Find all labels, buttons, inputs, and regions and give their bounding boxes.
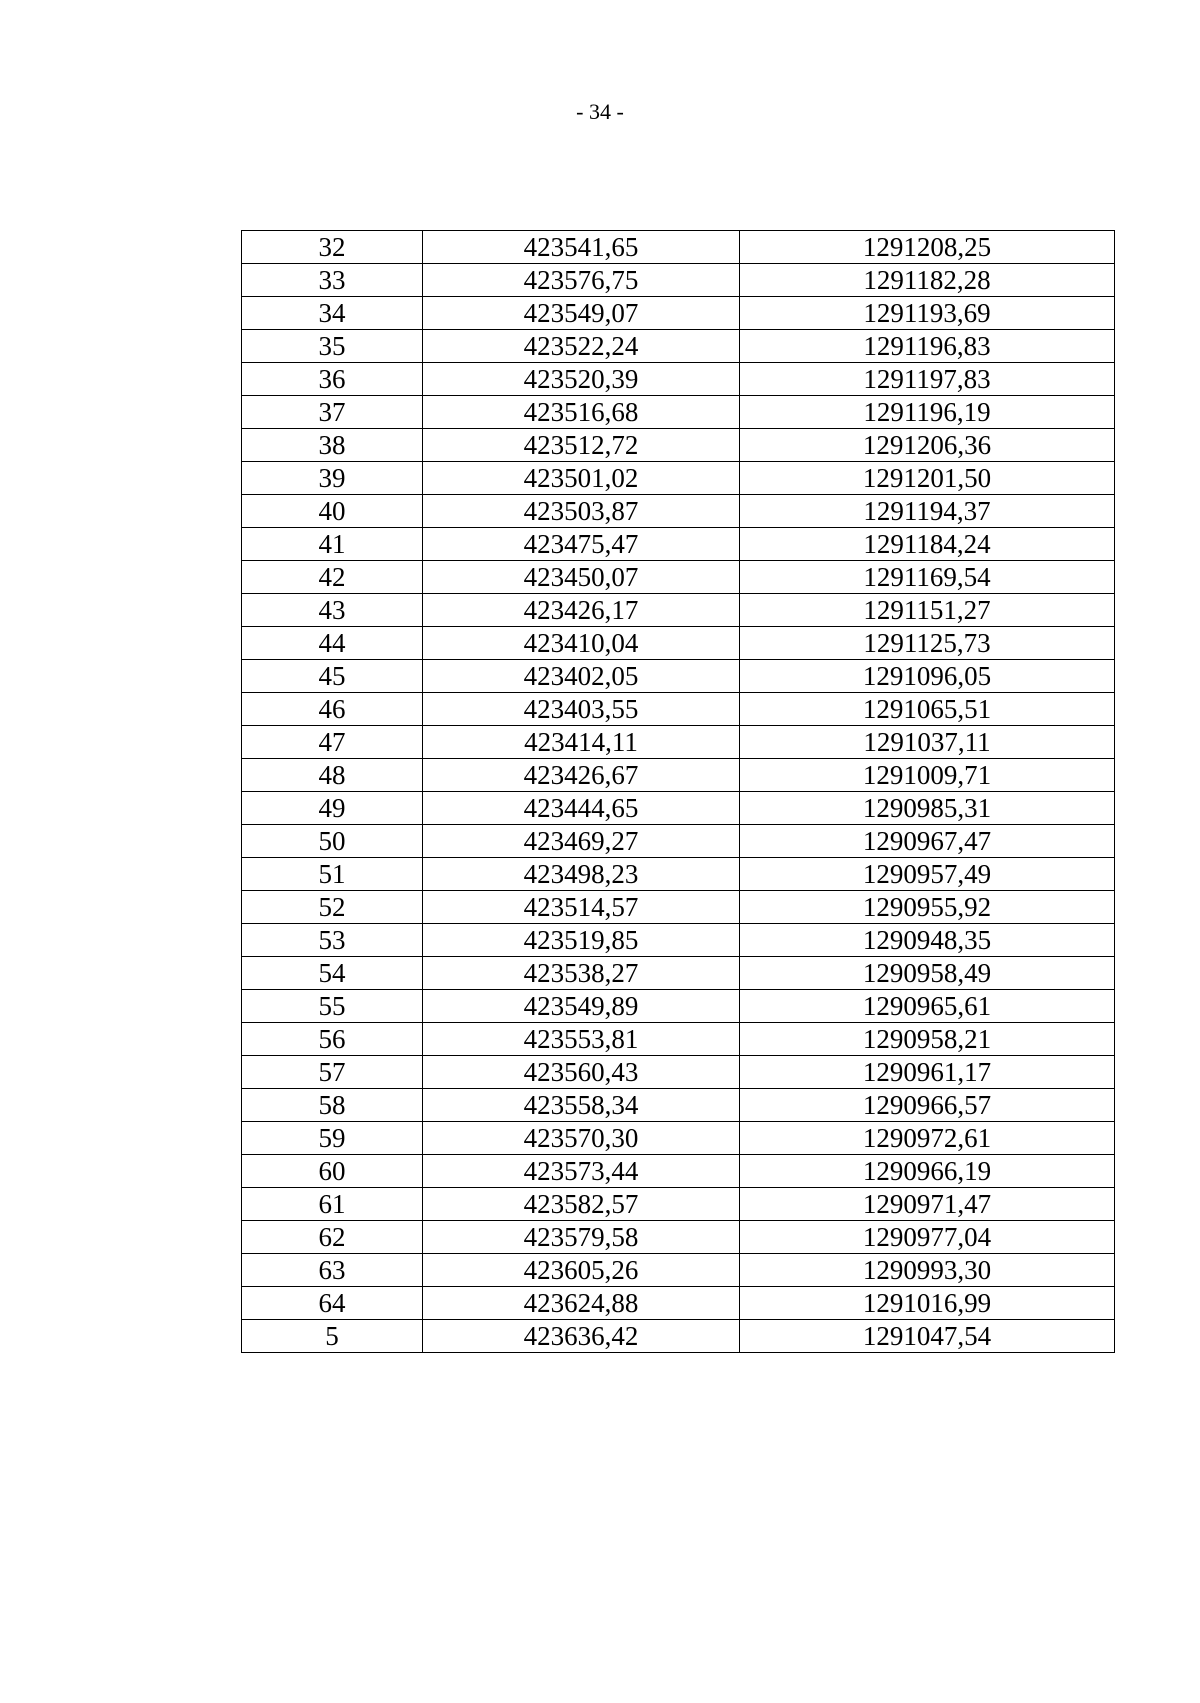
table-row (242, 693, 1115, 726)
point-number-cell: 41 (242, 528, 423, 561)
point-number-cell: 37 (242, 396, 423, 429)
x-coordinate-cell: 423573,44 (423, 1155, 740, 1188)
y-coordinate-cell: 1291184,24 (740, 528, 1115, 561)
point-number-cell: 58 (242, 1089, 423, 1122)
table-row (242, 363, 1115, 396)
table-row (242, 495, 1115, 528)
x-coordinate-cell: 423553,81 (423, 1023, 740, 1056)
table-row (242, 957, 1115, 990)
y-coordinate-cell: 1291201,50 (740, 462, 1115, 495)
point-number-cell: 38 (242, 429, 423, 462)
y-coordinate-cell: 1291125,73 (740, 627, 1115, 660)
table-row (242, 264, 1115, 297)
x-coordinate-cell: 423410,04 (423, 627, 740, 660)
x-coordinate-cell: 423475,47 (423, 528, 740, 561)
point-number-cell: 33 (242, 264, 423, 297)
table-row (242, 561, 1115, 594)
point-number-cell: 59 (242, 1122, 423, 1155)
x-coordinate-cell: 423444,65 (423, 792, 740, 825)
x-coordinate-cell: 423414,11 (423, 726, 740, 759)
x-coordinate-cell: 423624,88 (423, 1287, 740, 1320)
table-row (242, 528, 1115, 561)
x-coordinate-cell: 423576,75 (423, 264, 740, 297)
table-row (242, 1056, 1115, 1089)
x-coordinate-cell: 423582,57 (423, 1188, 740, 1221)
y-coordinate-cell: 1291182,28 (740, 264, 1115, 297)
table-row (242, 1320, 1115, 1353)
x-coordinate-cell: 423605,26 (423, 1254, 740, 1287)
table-row (242, 1287, 1115, 1320)
x-coordinate-cell: 423558,34 (423, 1089, 740, 1122)
x-coordinate-cell: 423549,07 (423, 297, 740, 330)
point-number-cell: 61 (242, 1188, 423, 1221)
point-number-cell: 50 (242, 825, 423, 858)
table-row (242, 1089, 1115, 1122)
y-coordinate-cell: 1291193,69 (740, 297, 1115, 330)
point-number-cell: 44 (242, 627, 423, 660)
x-coordinate-cell: 423498,23 (423, 858, 740, 891)
table-row (242, 429, 1115, 462)
x-coordinate-cell: 423512,72 (423, 429, 740, 462)
x-coordinate-cell: 423549,89 (423, 990, 740, 1023)
point-number-cell: 53 (242, 924, 423, 957)
point-number-cell: 49 (242, 792, 423, 825)
point-number-cell: 5 (242, 1320, 423, 1353)
y-coordinate-cell: 1291096,05 (740, 660, 1115, 693)
coordinates-table (241, 230, 1115, 1353)
y-coordinate-cell: 1290993,30 (740, 1254, 1115, 1287)
x-coordinate-cell: 423579,58 (423, 1221, 740, 1254)
table-row (242, 924, 1115, 957)
point-number-cell: 39 (242, 462, 423, 495)
point-number-cell: 57 (242, 1056, 423, 1089)
point-number-cell: 45 (242, 660, 423, 693)
y-coordinate-cell: 1290957,49 (740, 858, 1115, 891)
x-coordinate-cell: 423501,02 (423, 462, 740, 495)
y-coordinate-cell: 1291037,11 (740, 726, 1115, 759)
table-row (242, 396, 1115, 429)
x-coordinate-cell: 423403,55 (423, 693, 740, 726)
x-coordinate-cell: 423469,27 (423, 825, 740, 858)
point-number-cell: 54 (242, 957, 423, 990)
y-coordinate-cell: 1291009,71 (740, 759, 1115, 792)
y-coordinate-cell: 1290977,04 (740, 1221, 1115, 1254)
point-number-cell: 62 (242, 1221, 423, 1254)
point-number-cell: 43 (242, 594, 423, 627)
table-row (242, 792, 1115, 825)
y-coordinate-cell: 1291065,51 (740, 693, 1115, 726)
x-coordinate-cell: 423516,68 (423, 396, 740, 429)
x-coordinate-cell: 423402,05 (423, 660, 740, 693)
y-coordinate-cell: 1291169,54 (740, 561, 1115, 594)
table-row (242, 891, 1115, 924)
y-coordinate-cell: 1290961,17 (740, 1056, 1115, 1089)
point-number-cell: 56 (242, 1023, 423, 1056)
point-number-cell: 40 (242, 495, 423, 528)
y-coordinate-cell: 1290948,35 (740, 924, 1115, 957)
point-number-cell: 64 (242, 1287, 423, 1320)
table-row (242, 1221, 1115, 1254)
y-coordinate-cell: 1290965,61 (740, 990, 1115, 1023)
table-row (242, 231, 1115, 264)
y-coordinate-cell: 1290972,61 (740, 1122, 1115, 1155)
coordinates-table-body (242, 231, 1115, 1353)
y-coordinate-cell: 1290955,92 (740, 891, 1115, 924)
y-coordinate-cell: 1291196,83 (740, 330, 1115, 363)
point-number-cell: 55 (242, 990, 423, 1023)
point-number-cell: 35 (242, 330, 423, 363)
y-coordinate-cell: 1290966,19 (740, 1155, 1115, 1188)
point-number-cell: 46 (242, 693, 423, 726)
table-row (242, 297, 1115, 330)
y-coordinate-cell: 1290967,47 (740, 825, 1115, 858)
table-row (242, 1023, 1115, 1056)
y-coordinate-cell: 1291194,37 (740, 495, 1115, 528)
table-row (242, 1155, 1115, 1188)
table-row (242, 627, 1115, 660)
x-coordinate-cell: 423560,43 (423, 1056, 740, 1089)
table-row (242, 759, 1115, 792)
point-number-cell: 42 (242, 561, 423, 594)
table-row (242, 726, 1115, 759)
table-row (242, 660, 1115, 693)
table-row (242, 594, 1115, 627)
x-coordinate-cell: 423426,17 (423, 594, 740, 627)
table-row (242, 858, 1115, 891)
x-coordinate-cell: 423519,85 (423, 924, 740, 957)
point-number-cell: 52 (242, 891, 423, 924)
table-row (242, 1122, 1115, 1155)
x-coordinate-cell: 423426,67 (423, 759, 740, 792)
y-coordinate-cell: 1291197,83 (740, 363, 1115, 396)
point-number-cell: 51 (242, 858, 423, 891)
y-coordinate-cell: 1291016,99 (740, 1287, 1115, 1320)
point-number-cell: 34 (242, 297, 423, 330)
x-coordinate-cell: 423636,42 (423, 1320, 740, 1353)
table-row (242, 990, 1115, 1023)
x-coordinate-cell: 423503,87 (423, 495, 740, 528)
y-coordinate-cell: 1291196,19 (740, 396, 1115, 429)
table-row (242, 1254, 1115, 1287)
y-coordinate-cell: 1290958,21 (740, 1023, 1115, 1056)
x-coordinate-cell: 423541,65 (423, 231, 740, 264)
table-row (242, 330, 1115, 363)
x-coordinate-cell: 423514,57 (423, 891, 740, 924)
page-number: - 34 - (576, 99, 624, 124)
y-coordinate-cell: 1290971,47 (740, 1188, 1115, 1221)
x-coordinate-cell: 423570,30 (423, 1122, 740, 1155)
y-coordinate-cell: 1290966,57 (740, 1089, 1115, 1122)
x-coordinate-cell: 423522,24 (423, 330, 740, 363)
point-number-cell: 63 (242, 1254, 423, 1287)
y-coordinate-cell: 1290958,49 (740, 957, 1115, 990)
table-row (242, 462, 1115, 495)
x-coordinate-cell: 423450,07 (423, 561, 740, 594)
y-coordinate-cell: 1291206,36 (740, 429, 1115, 462)
point-number-cell: 36 (242, 363, 423, 396)
x-coordinate-cell: 423520,39 (423, 363, 740, 396)
x-coordinate-cell: 423538,27 (423, 957, 740, 990)
point-number-cell: 47 (242, 726, 423, 759)
y-coordinate-cell: 1291047,54 (740, 1320, 1115, 1353)
point-number-cell: 60 (242, 1155, 423, 1188)
point-number-cell: 32 (242, 231, 423, 264)
point-number-cell: 48 (242, 759, 423, 792)
table-row (242, 1188, 1115, 1221)
y-coordinate-cell: 1291208,25 (740, 231, 1115, 264)
y-coordinate-cell: 1290985,31 (740, 792, 1115, 825)
table-row (242, 825, 1115, 858)
y-coordinate-cell: 1291151,27 (740, 594, 1115, 627)
